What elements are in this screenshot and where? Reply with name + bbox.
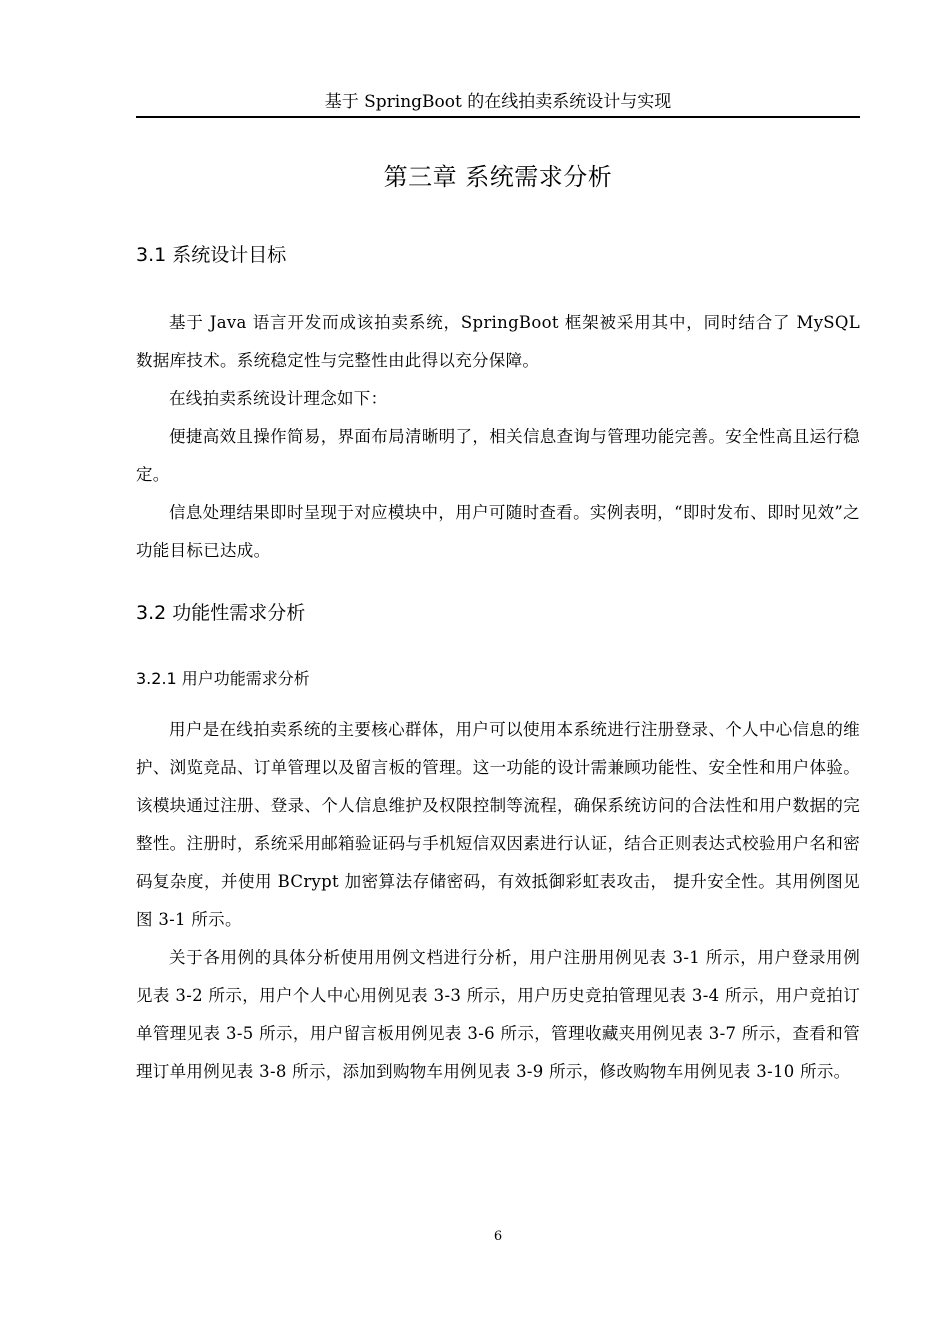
paragraph: 在线拍卖系统设计理念如下： (169, 389, 388, 408)
section-heading-3-2: 3.2 功能性需求分析 (136, 602, 306, 624)
header-divider (136, 116, 860, 118)
paragraph: 信息处理结果即时呈现于对应模块中，用户可随时查看。实例表明，“即时发布、即时见效”之功能目标已达成。 (136, 503, 860, 560)
paragraph: 用户是在线拍卖系统的主要核心群体，用户可以使用本系统进行注册登录、个人中心信息的维护、浏览竞品、订单管理以及留言板的管理。这一功能的设计需兼顾功能性、安全性和用户体验。该模块通过注册、登录、个人信息维护及权限控制等流程，确保系统访问的合法性和用户数据的完整性。注册时，系统采用邮箱验证码与手机短信双因素进行认证，结合正则表达式校验用户名和密码复杂度，并使用 BCrypt 加密算法存储密码，有效抵御彩虹表攻击， 提升安全性。其用例图见图 3-1 所示。 (136, 720, 860, 929)
paragraph: 基于 Java 语言开发而成该拍卖系统，SpringBoot 框架被采用其中，同时结合了 MySQL 数据库技术。系统稳定性与完整性由此得以充分保障。 (136, 313, 860, 370)
section-heading-3-1: 3.1 系统设计目标 (136, 244, 287, 266)
page-header: 基于 SpringBoot 的在线拍卖系统设计与实现 (324, 92, 672, 112)
page-number: 6 (493, 1229, 503, 1244)
subsection-heading-3-2-1: 3.2.1 用户功能需求分析 (136, 669, 310, 688)
paragraph: 关于各用例的具体分析使用用例文档进行分析，用户注册用例见表 3-1 所示，用户登录用例见表 3-2 所示，用户个人中心用例见表 3-3 所示，用户历史竞拍管理见表 3-4 所示，用户竞拍订单管理见表 3-5 所示，用户留言板用例见表 3-6 所示，管理收藏夹用例见表 3-7 所示，查看和管理订单用例见表 3-8 所示，添加到购物车用例见表 3-9 所示，修改购物车用例见表 3-10 所示。 (136, 948, 860, 1081)
chapter-title: 第三章 系统需求分析 (383, 163, 613, 191)
paragraph: 便捷高效且操作简易，界面布局清晰明了，相关信息查询与管理功能完善。安全性高且运行稳定。 (136, 427, 860, 484)
